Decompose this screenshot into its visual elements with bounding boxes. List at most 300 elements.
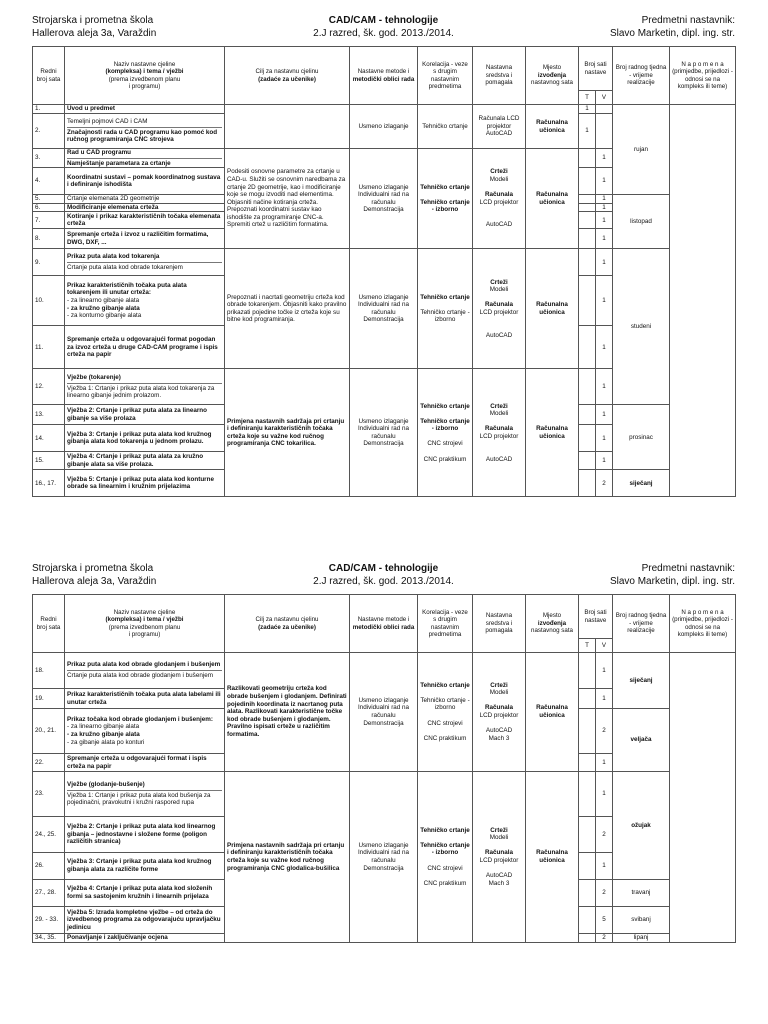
row-num: 26. bbox=[33, 853, 65, 880]
row-topic-b: - za linearno gibanje alata bbox=[67, 297, 140, 305]
corr-a: Tehničko crtanje bbox=[420, 826, 470, 834]
methods-l3: Demonstracija bbox=[363, 440, 404, 448]
row-topic-b: Crtanje puta alata kod obrade glodanjem i bušenjem bbox=[67, 670, 222, 680]
tools-cell: Računala LCD projektor AutoCAD bbox=[473, 105, 526, 149]
tools-cell bbox=[473, 772, 526, 943]
col-napomena bbox=[670, 595, 736, 653]
col-naziv bbox=[65, 47, 225, 105]
corr-a: Tehničko crtanje bbox=[420, 183, 470, 191]
tools-l3: Računala bbox=[485, 191, 513, 199]
corr-b: Tehničko crtanje - izborno bbox=[420, 841, 470, 857]
table-row bbox=[33, 249, 736, 276]
goals-cell: Primjena nastavnih sadržaja pri crtanju i definiranju karakterističnih točaka crteža koje su važne kod ručnog programiranja CNC glodalica-bušilica bbox=[225, 772, 350, 943]
hours-v: 1 bbox=[596, 249, 613, 276]
hours-t bbox=[579, 452, 596, 470]
corr-a: Tehničko crtanje bbox=[420, 293, 470, 301]
col-naziv-l1: Naziv nastavne cjeline bbox=[113, 608, 176, 616]
tools-l6: Mach 3 bbox=[488, 879, 510, 887]
hours-v: 2 bbox=[596, 817, 613, 853]
plan-table-2 bbox=[32, 594, 736, 943]
methods-l3: Demonstracija bbox=[363, 206, 404, 214]
methods-l2: Individualni rad na računalu bbox=[357, 704, 410, 719]
col-broj-sati: Broj sati nastave bbox=[579, 595, 613, 639]
row-topic: Spremanje crteža i izvoz u različitim formatima, DWG, DXF, ... bbox=[65, 229, 225, 249]
row-num: 16., 17. bbox=[33, 470, 65, 497]
row-num: 11. bbox=[33, 326, 65, 369]
row-num: 5. bbox=[33, 195, 65, 204]
tools-l1: Crteži bbox=[490, 826, 508, 834]
tools-l4: LCD projektor bbox=[479, 432, 519, 440]
row-num: 12. bbox=[33, 369, 65, 405]
methods-l2: Individualni rad na računalu bbox=[357, 301, 410, 316]
week-cell: prosinac bbox=[613, 405, 670, 470]
col-broj-sati: Broj sati nastave bbox=[579, 47, 613, 91]
plan-sheet-1 bbox=[32, 0, 735, 497]
tools-cell bbox=[473, 653, 526, 772]
col-metode-l1: Nastavne metode i bbox=[357, 68, 410, 76]
row-num: 1. bbox=[33, 105, 65, 114]
hours-t bbox=[579, 709, 596, 754]
row-topic-a: Vježbe (tokarenje) bbox=[67, 373, 121, 381]
methods-l3: Demonstracija bbox=[363, 864, 404, 872]
table-row bbox=[33, 653, 736, 689]
place-cell: Računalna učionica bbox=[526, 772, 579, 943]
col-napomena-l1: N a p o m e n a bbox=[681, 60, 724, 68]
row-topic bbox=[65, 369, 225, 405]
tools-l1: Crteži bbox=[490, 168, 508, 176]
row-num: 24., 25. bbox=[33, 817, 65, 853]
hours-v: 1 bbox=[596, 689, 613, 709]
row-topic-d: - za konturno gibanje alata bbox=[67, 312, 142, 320]
hours-t bbox=[579, 249, 596, 276]
col-naziv-l2: (kompleksa) i tema / vježbi bbox=[105, 68, 184, 76]
tools-l5: AutoCAD bbox=[485, 221, 513, 229]
col-naziv-l1: Naziv nastavne cjeline bbox=[113, 60, 176, 68]
row-topic: Vježba 3: Crtanje i prikaz puta alata kod kružnog gibanja alata za različite forme bbox=[65, 853, 225, 880]
col-metode-l1: Nastavne metode i bbox=[357, 616, 410, 624]
row-topic: Prikaz karakterističnih točaka puta alata labelami ili unutar crteža bbox=[65, 689, 225, 709]
hours-v: 1 bbox=[596, 203, 613, 212]
row-num: 34., 35. bbox=[33, 934, 65, 943]
col-korelacija: Korelacija - veze s drugim nastavnim predmetima bbox=[418, 47, 473, 105]
hours-t bbox=[579, 934, 596, 943]
corr-a: Tehničko crtanje bbox=[420, 681, 470, 689]
week-cell: studeni bbox=[613, 249, 670, 405]
teacher-block bbox=[610, 562, 735, 588]
tools-l6: Mach 3 bbox=[488, 734, 510, 742]
row-num: 9. bbox=[33, 249, 65, 276]
col-mjesto bbox=[526, 47, 579, 105]
row-topic: Kotiranje i prikaz karakterističnih točaka elemenata crteža bbox=[65, 212, 225, 229]
corr-c: CNC strojevi bbox=[427, 864, 463, 872]
table-header-row bbox=[33, 595, 736, 639]
correlation-cell bbox=[418, 772, 473, 943]
week-cell: rujan bbox=[613, 105, 670, 195]
col-cilj-l1: Cilj za nastavnu cjelinu bbox=[255, 616, 319, 624]
row-num: 13. bbox=[33, 405, 65, 425]
row-num: 19. bbox=[33, 689, 65, 709]
col-redni-broj: Redni broj sata bbox=[33, 595, 65, 653]
correlation-cell bbox=[418, 249, 473, 369]
col-cilj bbox=[225, 595, 350, 653]
row-topic-b: Namještanje parametara za crtanje bbox=[67, 158, 222, 168]
col-sredstva: Nastavna sredstva i pomagala bbox=[473, 47, 526, 105]
corr-e: CNC strojevi bbox=[427, 440, 463, 448]
methods-l2: Individualni rad na računalu bbox=[357, 849, 410, 864]
class-year: 2.J razred, šk. god. 2013./2014. bbox=[313, 28, 454, 39]
col-napomena-l1: N a p o m e n a bbox=[681, 608, 724, 616]
tools-l5: AutoCAD bbox=[485, 455, 513, 463]
corr-d: CNC praktikum bbox=[423, 879, 467, 887]
row-topic-a: Prikaz karakterističnih točaka puta alata tokarenjem ili unutar crteža: bbox=[67, 281, 187, 297]
place-cell: Računalna učionica bbox=[526, 149, 579, 249]
hours-v: 1 bbox=[596, 425, 613, 452]
row-topic: Spremanje crteža u odgovarajući format i ispis crteža na papir bbox=[65, 754, 225, 772]
col-naziv-l2: (kompleksa) i tema / vježbi bbox=[105, 616, 184, 624]
row-topic-b: Crtanje puta alata kod obrade tokarenjem bbox=[67, 262, 222, 272]
hours-v: 1 bbox=[596, 853, 613, 880]
hours-v: 5 bbox=[596, 907, 613, 934]
col-metode-l2: metodički oblici rada bbox=[352, 623, 415, 631]
row-topic-b: - za linearno gibanje alata bbox=[67, 723, 140, 731]
col-cilj-l2: (zadaće za učenike) bbox=[258, 75, 316, 83]
methods-l1: Usmeno izlaganje bbox=[358, 417, 409, 425]
corr-b: Tehničko crtanje - izborno bbox=[420, 308, 470, 324]
row-topic-b: Vježba 1: Crtanje i prikaz puta alata kod bušenja za pojedinačni, pravokutni i kružni raspored rupa bbox=[67, 790, 222, 807]
subject-title: CAD/CAM - tehnologije bbox=[328, 15, 439, 26]
row-topic-c: - za kružno gibanje alata bbox=[67, 304, 140, 312]
row-topic-a: Vježbe (glodanje-bušenje) bbox=[67, 781, 145, 789]
row-num: 29. - 33. bbox=[33, 907, 65, 934]
row-topic: Crtanje elemenata 2D geometrije bbox=[65, 195, 225, 204]
methods-cell bbox=[350, 653, 418, 772]
correlation-cell: Tehničko crtanje bbox=[418, 105, 473, 149]
col-naziv-l4: i programu) bbox=[128, 630, 161, 638]
tools-l4: LCD projektor bbox=[479, 712, 519, 719]
row-num: 18. bbox=[33, 653, 65, 689]
col-naziv-l3: (prema izvedbenom planu bbox=[108, 75, 181, 83]
note-cell bbox=[670, 653, 736, 943]
hours-v: 1 bbox=[596, 369, 613, 405]
methods-l3: Demonstracija bbox=[363, 719, 404, 727]
col-v: V bbox=[596, 91, 613, 105]
week-cell: ožujak bbox=[613, 772, 670, 880]
week-cell: lipanj bbox=[613, 934, 670, 943]
hours-t bbox=[579, 195, 596, 204]
teacher-label: Predmetni nastavnik: bbox=[641, 15, 735, 26]
place-cell: Računalna učionica bbox=[526, 653, 579, 772]
methods-cell bbox=[350, 772, 418, 943]
tools-l3: Računala bbox=[485, 425, 513, 433]
hours-t bbox=[579, 853, 596, 880]
row-topic bbox=[65, 249, 225, 276]
hours-t bbox=[579, 907, 596, 934]
row-topic-b: Vježba 1: Crtanje i prikaz puta alata kod tokarenja za linearno gibanje jednim prolazom. bbox=[67, 383, 222, 400]
methods-l3: Demonstracija bbox=[363, 316, 404, 324]
tools-l2: Modeli bbox=[489, 689, 509, 697]
row-num: 14. bbox=[33, 425, 65, 452]
tools-cell bbox=[473, 369, 526, 497]
tools-l1: Crteži bbox=[490, 681, 508, 689]
row-topic-c: - za kružno gibanje alata bbox=[67, 731, 140, 738]
row-topic: Uvod u predmet bbox=[65, 105, 225, 114]
row-topic: Spremanje crteža u odgovarajući format pogodan za izvoz crteža u druge CAD-CAM programe i ispis crteža na papir bbox=[65, 326, 225, 369]
hours-v: 2 bbox=[596, 470, 613, 497]
col-naziv bbox=[65, 595, 225, 653]
tools-l2: Modeli bbox=[489, 175, 509, 183]
hours-v: 1 bbox=[596, 276, 613, 326]
hours-t bbox=[579, 653, 596, 689]
hours-v: 1 bbox=[596, 149, 613, 168]
plan-table-1 bbox=[32, 46, 736, 497]
hours-t bbox=[579, 754, 596, 772]
col-mjesto-l3: nastavnog sata bbox=[531, 627, 573, 635]
col-redni-broj: Redni broj sata bbox=[33, 47, 65, 105]
hours-v bbox=[596, 114, 613, 149]
row-topic: Vježba 4: Crtanje i prikaz puta alata za kružno gibanje alata sa više prolaza. bbox=[65, 452, 225, 470]
school-name: Strojarska i prometna škola bbox=[32, 15, 154, 26]
teacher-name: Slavo Marketin, dipl. ing. str. bbox=[609, 28, 735, 39]
correlation-cell bbox=[418, 653, 473, 772]
goals-cell: Primjena nastavnih sadržaja pri crtanju i definiranju karakterističnih točaka crteža koje su važne kod ručnog programiranja CNC tokarilica. bbox=[225, 369, 350, 497]
row-num: 23. bbox=[33, 772, 65, 817]
row-topic-a: Prikaz točaka kod obrade glodanjem i bušenjem: bbox=[67, 715, 213, 723]
corr-b: Tehničko crtanje - izborno bbox=[420, 198, 470, 214]
row-num: 22. bbox=[33, 754, 65, 772]
hours-t bbox=[579, 326, 596, 369]
row-topic: Vježba 5: Izrada kompletne vježbe – od crteža do izvedbenog programa za odgovarajuću upravljačku jedinicu bbox=[65, 907, 225, 934]
goals-cell: Podesiti osnovne parametre za crtanje u CAD-u. Služiti se osnovnim naredbama za crtanje 2D geometrije, kao i modificiranje koje se mogu izvoditi nad elementima. Objasniti načine kotiranja crteža. Prepoznati koordinatni sustav kao ishodište za programiranje CNC-a. Spremiti crtež u različitim formatima. bbox=[225, 149, 350, 249]
methods-cell bbox=[350, 149, 418, 249]
teacher-name: Slavo Marketin, dipl. ing. str. bbox=[609, 576, 735, 587]
methods-l1: Usmeno izlaganje bbox=[358, 183, 409, 191]
row-topic-a: Prikaz puta alata kod tokarenja bbox=[67, 253, 160, 261]
methods-l1: Usmeno izlaganje bbox=[358, 293, 409, 301]
correlation-cell bbox=[418, 369, 473, 497]
week-cell: siječanj bbox=[613, 470, 670, 497]
row-topic bbox=[65, 653, 225, 689]
tools-l3: Računala bbox=[485, 704, 513, 712]
hours-t: 1 bbox=[579, 105, 596, 114]
methods-l1: Usmeno izlaganje bbox=[358, 696, 409, 704]
corr-d: Tehničko crtanje - izborno bbox=[420, 417, 470, 433]
col-cilj-l2: (zadaće za učenike) bbox=[258, 623, 316, 631]
row-topic: Vježba 2: Crtanje i prikaz puta alata kod linearnog gibanja – jednostavne i složene forme (poligon različitih stranica) bbox=[65, 817, 225, 853]
row-num: 4. bbox=[33, 168, 65, 195]
week-cell: siječanj bbox=[613, 653, 670, 709]
hours-t bbox=[579, 212, 596, 229]
tools-l1: Crteži bbox=[490, 278, 508, 286]
week-cell: listopad bbox=[613, 195, 670, 249]
row-topic bbox=[65, 276, 225, 326]
row-num: 8. bbox=[33, 229, 65, 249]
table-row bbox=[33, 772, 736, 817]
hours-t bbox=[579, 229, 596, 249]
row-topic bbox=[65, 149, 225, 168]
corr-c: CNC strojevi bbox=[427, 719, 463, 727]
place-cell: Računalna učionica bbox=[526, 249, 579, 369]
corr-b: Tehničko crtanje - izborno bbox=[420, 696, 470, 712]
correlation-cell bbox=[418, 149, 473, 249]
row-num: 20., 21. bbox=[33, 709, 65, 754]
hours-t bbox=[579, 369, 596, 405]
methods-l2: Individualni rad na računalu bbox=[357, 425, 410, 440]
tools-l4: LCD projektor bbox=[479, 198, 519, 206]
methods-l2: Individualni rad na računalu bbox=[357, 191, 410, 206]
tools-l4: LCD projektor bbox=[479, 308, 519, 316]
hours-v: 1 bbox=[596, 229, 613, 249]
row-topic bbox=[65, 709, 225, 754]
place-cell: Računalna učionica bbox=[526, 369, 579, 497]
tools-l4: LCD projektor bbox=[479, 857, 519, 864]
row-topic-d: - za gibanje alata po konturi bbox=[67, 738, 145, 746]
week-cell: veljača bbox=[613, 709, 670, 772]
col-cilj bbox=[225, 47, 350, 105]
row-topic-b: Značajnosti rada u CAD programu kao pomoć kod ručnog programiranja CNC strojeva bbox=[67, 127, 222, 144]
hours-t bbox=[579, 880, 596, 907]
methods-cell bbox=[350, 369, 418, 497]
teacher-block bbox=[610, 14, 735, 40]
col-korelacija: Korelacija - veze s drugim nastavnim predmetima bbox=[418, 595, 473, 653]
hours-v: 1 bbox=[596, 326, 613, 369]
row-topic: Vježba 4: Crtanje i prikaz puta alata kod složenih formi sa sastojenim kružnih i linearnih prijelaza bbox=[65, 880, 225, 907]
hours-v: 1 bbox=[596, 653, 613, 689]
plan-sheet-2 bbox=[32, 548, 735, 943]
hours-v: 1 bbox=[596, 754, 613, 772]
tools-l5: AutoCAD bbox=[485, 331, 513, 339]
col-mjesto-l1: Mjesto bbox=[542, 612, 562, 620]
col-napomena-l2: (primjedbe, prijedlozi -odnosi se na kompleks ili teme) bbox=[672, 68, 733, 90]
tools-l2: Modeli bbox=[489, 286, 509, 294]
hours-v: 2 bbox=[596, 934, 613, 943]
week-cell: travanj bbox=[613, 880, 670, 907]
col-metode-l2: metodički oblici rada bbox=[352, 75, 415, 83]
col-metode bbox=[350, 595, 418, 653]
col-tjedan: Broj radnog tjedna - vrijeme realizacije bbox=[613, 595, 670, 653]
methods-cell: Usmeno izlaganje bbox=[350, 105, 418, 149]
row-topic: Koordinatni sustavi – pomak koordinatnog sustava i definiranje ishodišta bbox=[65, 168, 225, 195]
goals-cell: Prepoznati i nacrtati geometriju crteža kod obrade tokarenjem. Objasniti kako pravilno prikazati pojedine točke iz crteža koje su bitne kod programiranja. bbox=[225, 249, 350, 369]
methods-l1: Usmeno izlaganje bbox=[358, 841, 409, 849]
school-address: Hallerova aleja 3a, Varaždin bbox=[32, 28, 157, 39]
tools-l2: Modeli bbox=[489, 410, 509, 418]
row-num: 15. bbox=[33, 452, 65, 470]
col-cilj-l1: Cilj za nastavnu cjelinu bbox=[255, 68, 319, 76]
row-topic-a: Rad u CAD programu bbox=[67, 149, 132, 156]
row-topic: Ponavljanje i zaključivanje ocjena bbox=[65, 934, 225, 943]
col-metode bbox=[350, 47, 418, 105]
col-tjedan: Broj radnog tjedna - vrijeme realizacije bbox=[613, 47, 670, 105]
hours-t bbox=[579, 168, 596, 195]
sheet-header bbox=[32, 548, 735, 594]
tools-cell bbox=[473, 249, 526, 369]
col-naziv-l3: (prema izvedbenom planu bbox=[108, 623, 181, 631]
col-t: T bbox=[579, 91, 596, 105]
subject-title: CAD/CAM - tehnologije bbox=[328, 563, 439, 574]
col-napomena-l2: (primjedbe, prijedlozi -odnosi se na kompleks ili teme) bbox=[672, 616, 733, 638]
row-num: 6. bbox=[33, 203, 65, 212]
col-mjesto-l2: izvođenja bbox=[537, 71, 567, 79]
row-topic: Vježba 5: Crtanje i prikaz puta alata kod konturne obrade sa linearnim i kružnim prijelazima bbox=[65, 470, 225, 497]
table-row bbox=[33, 105, 736, 114]
tools-cell bbox=[473, 149, 526, 249]
row-topic: Vježba 2: Crtanje i prikaz puta alata za linearno gibanje sa više prolaza bbox=[65, 405, 225, 425]
tools-l1: Crteži bbox=[490, 402, 508, 410]
row-num: 10. bbox=[33, 276, 65, 326]
hours-t: 1 bbox=[579, 114, 596, 149]
tools-l2: Modeli bbox=[489, 834, 509, 842]
hours-t bbox=[579, 203, 596, 212]
school-address: Hallerova aleja 3a, Varaždin bbox=[32, 576, 157, 587]
col-mjesto bbox=[526, 595, 579, 653]
row-topic-a: Prikaz puta alata kod obrade glodanjem i bušenjem bbox=[67, 661, 221, 669]
hours-v: 1 bbox=[596, 452, 613, 470]
goals-cell-empty bbox=[225, 105, 350, 149]
school-name: Strojarska i prometna škola bbox=[32, 563, 154, 574]
hours-t bbox=[579, 405, 596, 425]
hours-t bbox=[579, 425, 596, 452]
row-topic: Vježba 3: Crtanje i prikaz puta alata kod kružnog gibanja alata kod tokarenja u jednom prolazu. bbox=[65, 425, 225, 452]
hours-t bbox=[579, 470, 596, 497]
hours-v: 1 bbox=[596, 405, 613, 425]
hours-v: 2 bbox=[596, 880, 613, 907]
teacher-label: Predmetni nastavnik: bbox=[641, 563, 735, 574]
class-year: 2.J razred, šk. god. 2013./2014. bbox=[313, 576, 454, 587]
hours-t bbox=[579, 276, 596, 326]
tools-l3: Računala bbox=[485, 849, 513, 857]
corr-c: Tehničko crtanje bbox=[420, 402, 470, 410]
place-cell: Računalna učionica bbox=[526, 105, 579, 149]
table-header-row bbox=[33, 47, 736, 91]
hours-v: 1 bbox=[596, 772, 613, 817]
note-cell bbox=[670, 105, 736, 497]
row-num: 7. bbox=[33, 212, 65, 229]
row-topic: Modificiranje elemenata crteža bbox=[65, 203, 225, 212]
methods-cell bbox=[350, 249, 418, 369]
sheet-header bbox=[32, 0, 735, 46]
hours-v: 2 bbox=[596, 709, 613, 754]
week-cell: svibanj bbox=[613, 907, 670, 934]
row-num: 2. bbox=[33, 114, 65, 149]
row-num: 27., 28. bbox=[33, 880, 65, 907]
col-mjesto-l2: izvođenja bbox=[537, 619, 567, 627]
hours-v: 1 bbox=[596, 212, 613, 229]
col-naziv-l4: i programu) bbox=[128, 82, 161, 90]
col-v: V bbox=[596, 639, 613, 653]
col-t: T bbox=[579, 639, 596, 653]
row-topic bbox=[65, 772, 225, 817]
col-mjesto-l1: Mjesto bbox=[542, 64, 562, 72]
tools-l5: AutoCAD bbox=[485, 727, 513, 735]
corr-f: CNC praktikum bbox=[423, 455, 467, 463]
hours-t bbox=[579, 817, 596, 853]
col-napomena bbox=[670, 47, 736, 105]
hours-t bbox=[579, 689, 596, 709]
goals-cell: Razlikovati geometriju crteža kod obrade bušenjem i glodanjem. Definirati pojedinih koordinata iz nacrtanog puta alata. Razlikovati karakteristične točke kod obrade bušenjem i glodanjem. Pravilno ispisati crteže u različitim formatima. bbox=[225, 653, 350, 772]
col-mjesto-l3: nastavnog sata bbox=[531, 79, 573, 87]
corr-d: CNC praktikum bbox=[423, 734, 467, 742]
tools-l5: AutoCAD bbox=[485, 872, 513, 880]
row-num: 3. bbox=[33, 149, 65, 168]
hours-t bbox=[579, 772, 596, 817]
row-topic-a: Temeljni pojmovi CAD i CAM bbox=[67, 118, 148, 126]
hours-v bbox=[596, 105, 613, 114]
col-sredstva: Nastavna sredstva i pomagala bbox=[473, 595, 526, 653]
hours-t bbox=[579, 149, 596, 168]
row-topic bbox=[65, 114, 225, 149]
hours-v: 1 bbox=[596, 195, 613, 204]
hours-v: 1 bbox=[596, 168, 613, 195]
